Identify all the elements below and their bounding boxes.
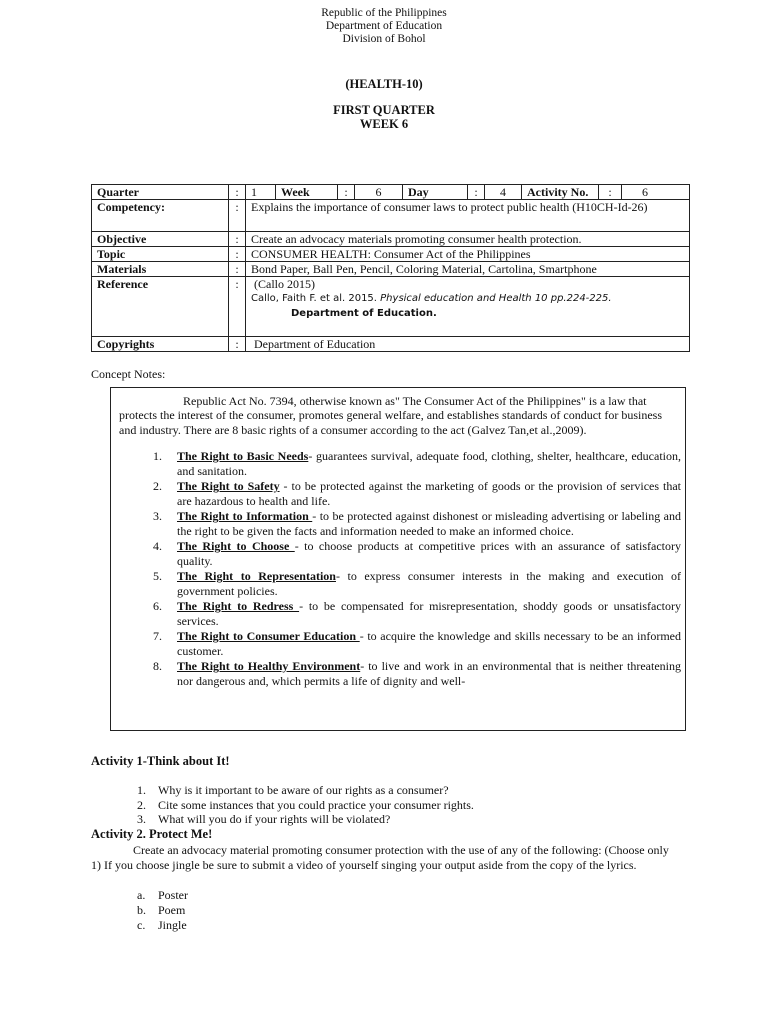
- concept-notes-label: Concept Notes:: [91, 367, 166, 381]
- list-number: 2.: [137, 797, 146, 812]
- consumer-right-item: [111, 599, 685, 628]
- right-title: The Right to Redress: [177, 599, 300, 614]
- consumer-right-item: [111, 629, 685, 658]
- colon: :: [338, 185, 355, 200]
- colon: :: [229, 200, 246, 232]
- reference-cell: [246, 277, 690, 337]
- activity2-options: [91, 888, 188, 933]
- consumer-right-item: [111, 449, 685, 478]
- colon: :: [229, 262, 246, 277]
- question-text: Why is it important to be aware of our rights as a consumer?: [158, 783, 449, 797]
- copyrights-label: Copyrights: [92, 337, 229, 352]
- materials-row: [92, 262, 690, 277]
- option-text: Poster: [158, 888, 188, 902]
- question-item: [91, 783, 474, 798]
- option-item: [91, 903, 188, 918]
- materials-value: Bond Paper, Ball Pen, Pencil, Coloring Material, Cartolina, Smartphone: [246, 262, 690, 277]
- consumer-right-item: [111, 479, 685, 508]
- materials-label: Materials: [92, 262, 229, 277]
- activity2-text: Create an advocacy material promoting consumer protection with the use of any of the following: (Choose only 1) If you choose jingle be sure to submit a video of yourself singing your output aside from the copy of the lyrics.: [91, 843, 669, 872]
- lesson-info-table: [91, 184, 690, 352]
- consumer-right-item: [111, 539, 685, 568]
- colon: :: [599, 185, 622, 200]
- objective-label: Objective: [92, 232, 229, 247]
- topic-row: [92, 247, 690, 262]
- list-number: 6.: [153, 599, 162, 614]
- question-item: [91, 812, 474, 827]
- list-number: 7.: [153, 629, 162, 644]
- subject-title: (HEALTH-10): [345, 77, 423, 91]
- competency-row: [92, 200, 690, 232]
- day-value: 4: [485, 185, 522, 200]
- reference-value: (Callo 2015): [254, 277, 315, 291]
- right-title: The Right to Representation: [177, 569, 336, 584]
- right-description: - to express consumer interests in the making and execution of government policies.: [177, 569, 681, 598]
- colon: :: [229, 277, 246, 337]
- list-number: 8.: [153, 659, 162, 674]
- activity1-questions: [91, 783, 474, 827]
- right-title: The Right to Consumer Education: [177, 629, 360, 644]
- consumer-right-item: [111, 659, 685, 688]
- day-label: Day: [403, 185, 468, 200]
- activity2-title: Activity 2. Protect Me!: [91, 827, 213, 841]
- right-description: - to be protected against dishonest or misleading advertising or labeling and the right to be given the facts and information needed to make an informed choice.: [177, 509, 681, 538]
- list-number: 4.: [153, 539, 162, 554]
- colon: :: [229, 247, 246, 262]
- reference-citation: [251, 291, 684, 306]
- week-title: WEEK 6: [359, 117, 409, 131]
- consumer-act-intro: [119, 394, 677, 437]
- copyrights-row: [92, 337, 690, 352]
- list-number: 1.: [153, 449, 162, 464]
- topic-label: Topic: [92, 247, 229, 262]
- colon: :: [229, 232, 246, 247]
- question-item: [91, 798, 474, 813]
- list-letter: b.: [137, 903, 146, 917]
- activity1-title: Activity 1-Think about It!: [91, 754, 230, 768]
- list-letter: a.: [137, 888, 146, 902]
- right-description: - to be compensated for misrepresentation, shoddy goods or unsatisfactory services.: [177, 599, 681, 628]
- question-text: What will you do if your rights will be violated?: [158, 812, 391, 826]
- question-text: Cite some instances that you could practice your consumer rights.: [158, 797, 474, 812]
- list-number: 5.: [153, 569, 162, 584]
- header-republic: Republic of the Philippines: [321, 7, 447, 19]
- option-item: [91, 918, 188, 933]
- right-description: - to choose products at competitive prices with an assurance of satisfactory quality.: [177, 539, 681, 568]
- activity2-instructions: [91, 843, 671, 872]
- right-title: The Right to Healthy Environment: [177, 659, 361, 674]
- header-department: Department of Education: [325, 20, 443, 32]
- option-text: Poem: [158, 903, 186, 917]
- colon: :: [468, 185, 485, 200]
- right-title: The Right to Information: [177, 509, 313, 524]
- right-title: The Right to Choose: [177, 539, 295, 554]
- reference-label: Reference: [92, 277, 229, 337]
- list-number: 1.: [137, 783, 146, 797]
- reference-row: [92, 277, 690, 337]
- objective-row: [92, 232, 690, 247]
- quarter-value: 1: [246, 185, 276, 200]
- option-item: [91, 888, 188, 903]
- objective-value: Create an advocacy materials promoting consumer health protection.: [246, 232, 690, 247]
- copyrights-value: Department of Education: [246, 337, 690, 352]
- quarter-row: [92, 185, 690, 200]
- citation-book-title: Physical education and Health 10 pp.224-225.: [380, 293, 612, 304]
- intro-text: Republic Act No. 7394, otherwise known as" The Consumer Act of the Philippines" is a law that protects the interest of the consumer, promotes general welfare, and establishes standards of conduct for business and industry. There are 8 basic rights of a consumer according to the act (Galvez Tan,et al.,2009).: [119, 394, 663, 437]
- consumer-rights-list: [111, 449, 685, 688]
- right-description: - to acquire the knowledge and skills necessary to be an informed customer.: [177, 629, 681, 658]
- right-title: The Right to Basic Needs: [177, 449, 309, 464]
- consumer-right-item: [111, 509, 685, 538]
- week-value: 6: [355, 185, 403, 200]
- citation-authors: Callo, Faith F. et al. 2015.: [251, 293, 381, 304]
- right-title: The Right to Safety: [177, 479, 280, 494]
- colon: :: [229, 337, 246, 352]
- quarter-label: Quarter: [92, 185, 229, 200]
- week-label: Week: [276, 185, 338, 200]
- competency-label: Competency:: [92, 200, 229, 232]
- document-header: [0, 7, 768, 46]
- topic-value: CONSUMER HEALTH: Consumer Act of the Philippines: [246, 247, 690, 262]
- quarter-title: FIRST QUARTER: [333, 103, 435, 117]
- concept-notes-box: [110, 387, 686, 731]
- list-letter: c.: [137, 918, 146, 932]
- citation-publisher: Department of Education.: [291, 308, 437, 319]
- consumer-right-item: [111, 569, 685, 598]
- activity-value: 6: [622, 185, 690, 200]
- activity-label: Activity No.: [522, 185, 599, 200]
- colon: :: [229, 185, 246, 200]
- right-description: - to be protected against the marketing of goods or the provision of services that are hazardous to health and life.: [177, 479, 681, 508]
- right-description: - guarantees survival, adequate food, clothing, shelter, healthcare, education, and sanitation.: [177, 449, 682, 478]
- list-number: 2.: [153, 479, 162, 494]
- header-division: Division of Bohol: [342, 33, 426, 45]
- right-description: - to live and work in an environmental that is neither threatening nor dangerous and, which permits a life of dignity and well-: [177, 659, 681, 688]
- competency-value: Explains the importance of consumer laws to protect public health (H10CH-Id-26): [246, 200, 690, 232]
- option-text: Jingle: [158, 918, 187, 932]
- list-number: 3.: [137, 812, 146, 826]
- list-number: 3.: [153, 509, 162, 524]
